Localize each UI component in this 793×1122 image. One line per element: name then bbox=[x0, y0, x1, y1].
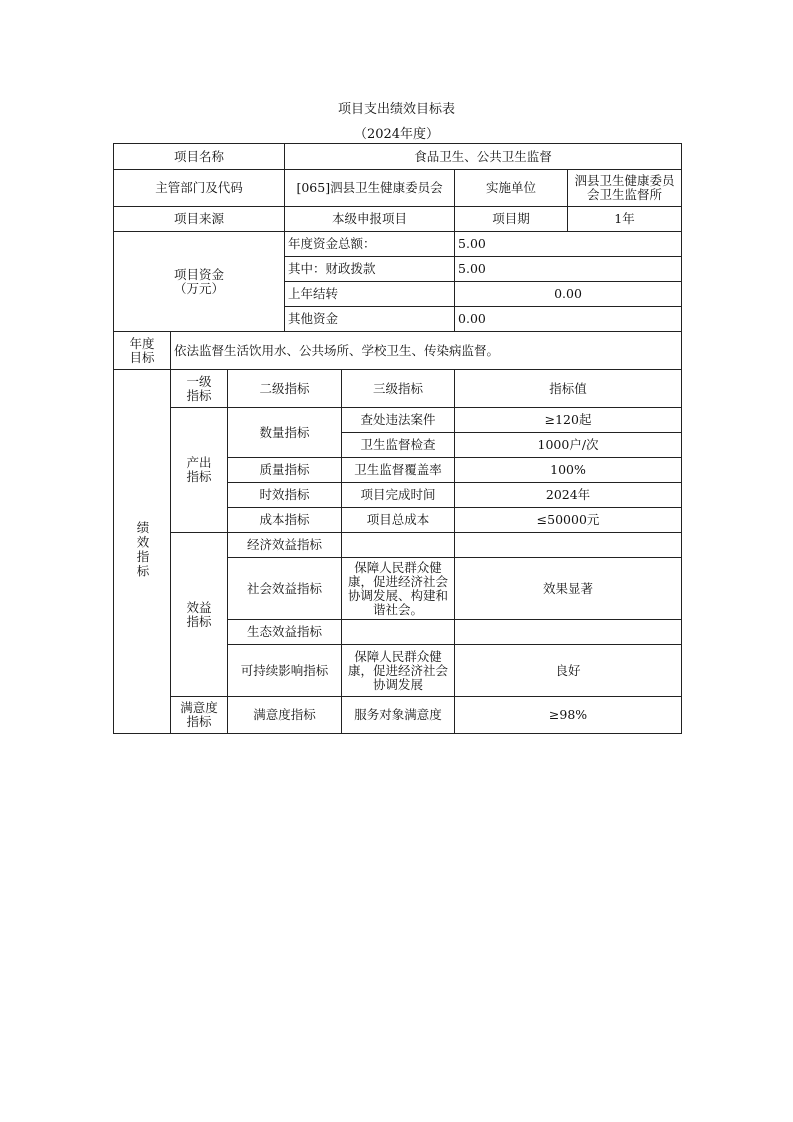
source-label: 项目来源 bbox=[114, 207, 285, 232]
indicator-name: 卫生监督覆盖率 bbox=[342, 458, 455, 483]
indicator-value: 1000户/次 bbox=[455, 433, 682, 458]
document-title: 项目支出绩效目标表 bbox=[337, 102, 455, 117]
header-level1 bbox=[171, 370, 228, 408]
sustainable-indicator-label: 可持续影响指标 bbox=[228, 645, 342, 697]
dept-value: [065]泗县卫生健康委员会 bbox=[285, 170, 455, 207]
row-department bbox=[114, 170, 682, 207]
indicator-name: 项目总成本 bbox=[342, 508, 455, 533]
output-indicator-label bbox=[171, 408, 228, 533]
header-level2: 二级指标 bbox=[228, 370, 342, 408]
row-project-name bbox=[114, 144, 682, 170]
social-indicator-label: 社会效益指标 bbox=[228, 558, 342, 620]
indicator-name: 查处违法案件 bbox=[342, 408, 455, 433]
funds-row-label: 年度资金总额： bbox=[285, 232, 455, 257]
funds-row-label: 上年结转 bbox=[285, 282, 455, 307]
funds-row-label: 其他资金 bbox=[285, 307, 455, 332]
indicator-value: 良好 bbox=[455, 645, 682, 697]
indicators-section-label-text: 绩效指标 bbox=[135, 521, 150, 579]
indicator-value bbox=[455, 533, 682, 558]
indicators-section-label bbox=[114, 370, 171, 734]
source-value: 本级申报项目 bbox=[285, 207, 455, 232]
header-level1-text: 一级指标 bbox=[186, 373, 212, 403]
impl-unit-value: 泗县卫生健康委员会卫生监督所 bbox=[568, 170, 682, 207]
indicator-name: 保障人民群众健康，促进经济社会协调发展、构建和谐社会。 bbox=[342, 558, 455, 620]
ecological-indicator-label: 生态效益指标 bbox=[228, 620, 342, 645]
row-satisfaction bbox=[114, 697, 682, 734]
annual-goal-label bbox=[114, 332, 171, 370]
project-name-value: 食品卫生、公共卫生监督 bbox=[285, 144, 682, 170]
row-output-quantity-1 bbox=[114, 408, 682, 433]
funds-label-text: 项目资金（万元） bbox=[173, 266, 224, 296]
row-benefit-economic bbox=[114, 533, 682, 558]
header-value: 指标值 bbox=[455, 370, 682, 408]
funds-row-value: 0.00 bbox=[455, 307, 682, 332]
row-annual-goal bbox=[114, 332, 682, 370]
satisfaction-indicator-label bbox=[171, 697, 228, 734]
header-level3: 三级指标 bbox=[342, 370, 455, 408]
impl-unit-label: 实施单位 bbox=[455, 170, 568, 207]
satisfaction-indicator-label-text: 满意度指标 bbox=[180, 700, 218, 729]
row-indicator-headers bbox=[114, 370, 682, 408]
indicator-value: 100% bbox=[455, 458, 682, 483]
benefit-indicator-label-text: 效益指标 bbox=[186, 599, 212, 629]
indicator-value: ≥98% bbox=[455, 697, 682, 734]
indicator-name bbox=[342, 533, 455, 558]
funds-label bbox=[114, 232, 285, 332]
timeliness-indicator-label: 时效指标 bbox=[228, 483, 342, 508]
indicator-name: 卫生监督检查 bbox=[342, 433, 455, 458]
performance-target-table bbox=[113, 143, 682, 734]
satisfaction-sub-label: 满意度指标 bbox=[228, 697, 342, 734]
indicator-value: 效果显著 bbox=[455, 558, 682, 620]
funds-row-value: 5.00 bbox=[455, 232, 682, 257]
funds-row-label: 其中：财政拨款 bbox=[285, 257, 455, 282]
indicator-value: 2024年 bbox=[455, 483, 682, 508]
indicator-name bbox=[342, 620, 455, 645]
indicator-name: 保障人民群众健康，促进经济社会协调发展 bbox=[342, 645, 455, 697]
benefit-indicator-label bbox=[171, 533, 228, 697]
indicator-value: ≥120起 bbox=[455, 408, 682, 433]
period-label: 项目期 bbox=[455, 207, 568, 232]
indicator-value: ≤50000元 bbox=[455, 508, 682, 533]
indicator-value bbox=[455, 620, 682, 645]
annual-goal-label-text: 年度目标 bbox=[129, 335, 155, 365]
economic-indicator-label: 经济效益指标 bbox=[228, 533, 342, 558]
document-year: （2024年度） bbox=[353, 127, 440, 142]
funds-row-value: 0.00 bbox=[455, 282, 682, 307]
output-indicator-label-text: 产出指标 bbox=[186, 455, 212, 484]
indicator-name: 服务对象满意度 bbox=[342, 697, 455, 734]
row-funds-total bbox=[114, 232, 682, 257]
cost-indicator-label: 成本指标 bbox=[228, 508, 342, 533]
dept-label: 主管部门及代码 bbox=[114, 170, 285, 207]
project-name-label: 项目名称 bbox=[114, 144, 285, 170]
row-source bbox=[114, 207, 682, 232]
annual-goal-text: 依法监督生活饮用水、公共场所、学校卫生、传染病监督。 bbox=[171, 332, 682, 370]
quality-indicator-label: 质量指标 bbox=[228, 458, 342, 483]
period-value: 1年 bbox=[568, 207, 682, 232]
quantity-indicator-label: 数量指标 bbox=[228, 408, 342, 458]
indicator-name: 项目完成时间 bbox=[342, 483, 455, 508]
funds-row-value: 5.00 bbox=[455, 257, 682, 282]
